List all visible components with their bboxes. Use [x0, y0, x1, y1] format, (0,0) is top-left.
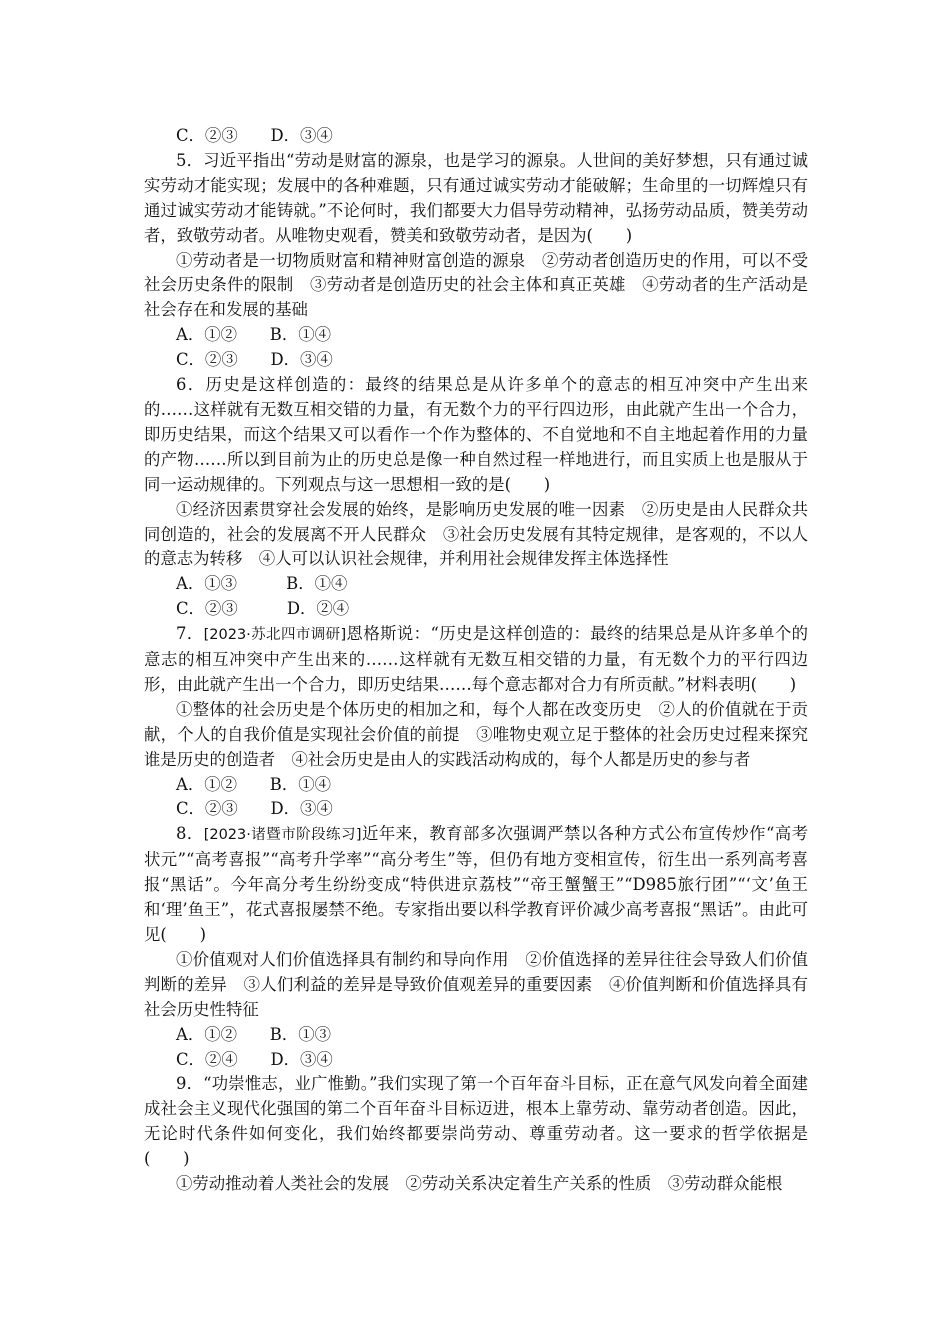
- q7-stem: 恩格斯说：“历史是这样创造的：最终的结果总是从许多单个的意志的相互冲突中产生出来的……这样就有无数互相交错的力量，有无数个力的平行四边形，由此就产生出一个合力，即历史结果……每个意志都对合力有所贡献。”材料表明( ): [144, 624, 808, 694]
- q7-statements: ①整体的社会历史是个体历史的相加之和，每个人都在改变历史 ②人的价值就在于贡献，个人的自我价值是实现社会价值的前提 ③唯物史观立足于整体的社会历史过程来探究谁是历史的创造者 ④社会历史是由人的实践活动构成的，每个人都是历史的参与者: [144, 699, 808, 769]
- q5-statements: ①劳动者是一切物质财富和精神财富创造的源泉 ②劳动者创造历史的作用，可以不受社会历史条件的限制 ③劳动者是创造历史的社会主体和真正英雄 ④劳动者的生产活动是社会存在和发展的基础: [144, 250, 808, 320]
- q5-options-ab: A．①② B．①④: [176, 325, 332, 345]
- q8-source: [2023·诸暨市阶段练习]: [203, 827, 362, 844]
- q5-options-cd: C．②③ D．③④: [176, 350, 333, 370]
- q8-options-cd: C．②④ D．③④: [176, 1049, 333, 1069]
- q8-stem: 近年来，教育部多次强调严禁以各种方式公布宣传炒作“高考状元”“高考喜报”“高考升学率”“高分考生”等，但仍有地方变相宣传，衍生出一系列高考喜报“黑话”。今年高分考生纷纷变成“特供进京荔枝”“帝王蟹蟹王”“D985旅行团”“‘文’鱼王和‘理’鱼王”，花式喜报屡禁不绝。专家指出要以科学教育评价减少高考喜报“黑话”。由此可见( ): [144, 824, 808, 944]
- document-page: [144, 124, 808, 1197]
- q6-options-cd: C．②③ D．②④: [176, 599, 350, 619]
- q6-statements: ①经济因素贯穿社会发展的始终，是影响历史发展的唯一因素 ②历史是由人民群众共同创造的，社会的发展离不开人民群众 ③社会历史发展有其特定规律，是客观的，不以人的意志为转移 ④人可以认识社会规律，并利用社会规律发挥主体选择性: [144, 499, 808, 569]
- q8-stem-paragraph: [144, 822, 808, 948]
- q8-number: 8．: [176, 824, 204, 844]
- q7-options-cd: C．②③ D．③④: [176, 799, 333, 819]
- q4-options: C．②③ D．③④: [176, 126, 333, 145]
- q7-options-ab: A．①② B．①④: [176, 774, 332, 794]
- q9-stem: 9．“功崇惟志，业广惟勤。”我们实现了第一个百年奋斗目标，正在意气风发向着全面建成社会主义现代化强国的第二个百年奋斗目标迈进，根本上靠劳动、靠劳动者创造。因此，无论时代条件如何变化，我们始终都要崇尚劳动、尊重劳动者。这一要求的哲学依据是( ): [144, 1074, 808, 1169]
- q7-source: [2023·苏北四市调研]: [203, 627, 347, 644]
- q8-options-ab: A．①② B．①③: [176, 1024, 332, 1044]
- q9-statements: ①劳动推动着人类社会的发展 ②劳动关系决定着生产关系的性质 ③劳动群众能根: [176, 1174, 783, 1194]
- q7-stem-paragraph: [144, 622, 808, 698]
- q6-options-ab: A．①③ B．①④: [176, 574, 348, 594]
- q8-statements: ①价值观对人们价值选择具有制约和导向作用 ②价值选择的差异往往会导致人们价值判断的差异 ③人们利益的差异是导致价值观差异的重要因素 ④价值判断和价值选择具有社会历史性特征: [144, 949, 808, 1019]
- q6-stem: 6．历史是这样创造的：最终的结果总是从许多单个的意志的相互冲突中产生出来的……这样就有无数互相交错的力量，有无数个力的平行四边形，由此就产生出一个合力，即历史结果，而这个结果又可以看作一个作为整体的、不自觉地和不自主地起着作用的力量的产物……所以到目前为止的历史总是像一种自然过程一样地进行，而且实质上也是服从于同一运动规律的。下列观点与这一思想相一致的是( ): [144, 375, 808, 494]
- q7-number: 7．: [176, 624, 204, 644]
- q5-stem: 5．习近平指出“劳动是财富的源泉，也是学习的源泉。人世间的美好梦想，只有通过诚实劳动才能实现；发展中的各种难题，只有通过诚实劳动才能破解；生命里的一切辉煌只有通过诚实劳动才能铸就。”不论何时，我们都要大力倡导劳动精神，弘扬劳动品质，赞美劳动者，致敬劳动者。从唯物史观看，赞美和致敬劳动者，是因为( ): [144, 150, 808, 245]
